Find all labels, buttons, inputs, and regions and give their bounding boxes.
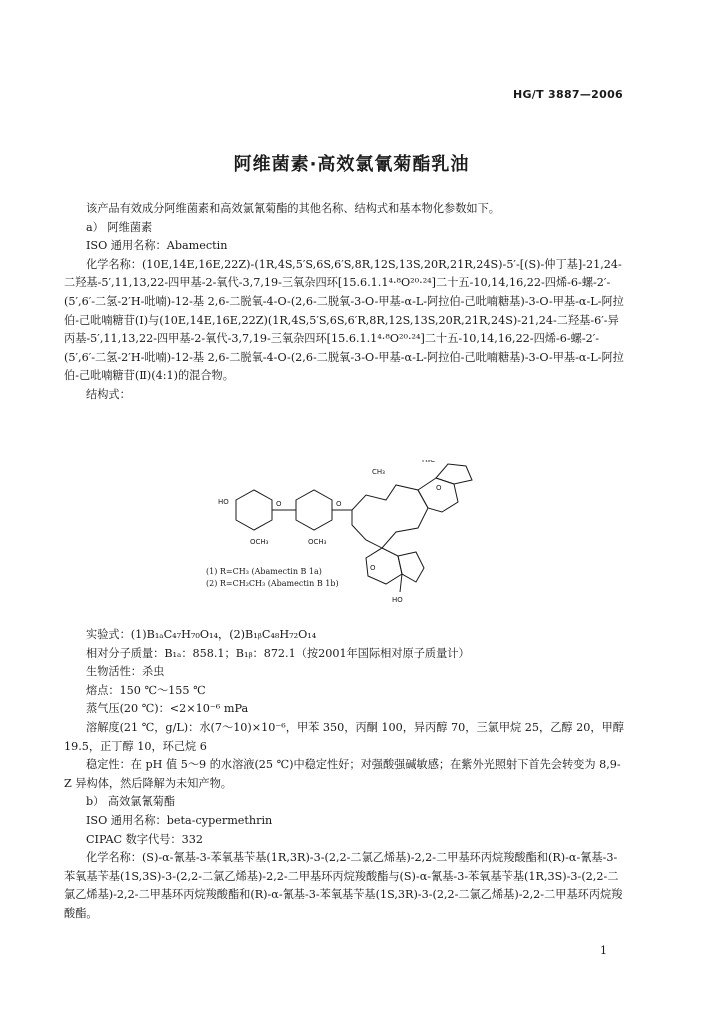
- vapor-pressure: 蒸气压(20 ℃)：<2×10⁻⁶ mPa: [86, 702, 249, 716]
- standard-code: HG/T 3887—2006: [512, 88, 623, 101]
- spiro-ring-2: [436, 464, 472, 484]
- section-b-heading: b） 高效氯氰菊酯: [86, 795, 176, 809]
- structure-captions: [206, 566, 506, 590]
- svg-text:O: O: [436, 484, 442, 492]
- page-title: 阿维菌素·高效氯氰菊酯乳油: [233, 154, 470, 175]
- molecular-weight: 相对分子质量：B₁ₐ：858.1；B₁ᵦ：872.1（按2001年国际相对原子质量计）: [86, 646, 470, 660]
- intro-block: [64, 200, 624, 405]
- section-a-structure-label: 结构式：: [86, 387, 131, 401]
- intro-paragraph: 该产品有效成分阿维菌素和高效氯氰菊酯的其他名称、结构式和基本物化参数如下。: [86, 202, 500, 215]
- melting-point: 熔点：150 ℃～155 ℃: [86, 683, 206, 697]
- section-a-iso-name: ISO 通用名称：Abamectin: [86, 239, 228, 253]
- formula: 实验式：(1)B₁ₐC₄₇H₇₀O₁₄，(2)B₁ᵦC₄₈H₇₂O₁₄: [86, 628, 317, 641]
- properties-block: [64, 626, 624, 924]
- svg-text:O: O: [370, 564, 376, 572]
- svg-text:O: O: [336, 500, 342, 508]
- section-b-cipac: CIPAC 数字代号：332: [86, 832, 203, 846]
- svg-text:OCH₃: OCH₃: [308, 538, 327, 546]
- sugar-ring-1: [236, 490, 272, 530]
- stability: 稳定性：在 pH 值 5～9 的水溶液(25 ℃)中稳定性好；对强酸强碱敏感；在紫外光照射下首先会转变为 8,9-Z 异构体，然后降解为未知产物。: [64, 758, 621, 790]
- structure-caption-2: (2) R=CH₂CH₃ (Abamectin B 1b): [206, 579, 339, 588]
- svg-text:CH₃: CH₃: [372, 468, 385, 476]
- svg-text:O: O: [276, 500, 282, 508]
- macrocycle: [352, 485, 428, 548]
- sugar-ring-2: [296, 490, 332, 530]
- svg-text:OCH₃: OCH₃: [250, 538, 269, 546]
- svg-text:HO: HO: [392, 596, 403, 604]
- section-b-iso-name: ISO 通用名称：beta-cypermethrin: [86, 813, 273, 827]
- bioactivity: 生物活性：杀虫: [86, 665, 165, 679]
- section-a-heading: a） 阿维菌素: [86, 220, 153, 234]
- svg-text:HO: HO: [218, 498, 229, 506]
- section-b-chemical-name: 化学名称：(S)-α-氰基-3-苯氧基苄基(1R,3R)-3-(2,2-二氯乙烯基)-2,2-二甲基环丙烷羧酸酯和(R)-α-氰基-3-苯氧基苄基(1S,3S)-3-(2,2-二氯乙烯基)-2,2-二甲基环丙烷羧酸酯与(S)-α-氰基-3-苯氧基苄基(1R,3S)-3-(2,2-二氯乙烯基)-2,2-二甲基环丙烷羧酸酯和(R)-α-氰基-3-苯氧基苄基(1S,3R)-3-(2,2-二氯乙烯基)-2,2-二甲基环丙烷羧酸酯。: [64, 851, 623, 920]
- structure-caption-1: (1) R=CH₃ (Abamectin B 1a): [206, 567, 322, 576]
- svg-text:H₃C: H₃C: [422, 460, 435, 464]
- section-a-chemical-name: 化学名称：(10E,14E,16E,22Z)-(1R,4S,5′S,6S,6′S,8R,12S,13S,20R,21R,24S)-5′-[(S)-仲丁基]-21,24-二羟基-5′,11,13,22-四甲基-2-氧代-3,7,19-三氧杂四环[15.6.1.1⁴·⁸O²⁰·²⁴]二十五-10,14,16,22-四烯-6-螺-2′-(5′,6′-二氢-2′H-吡喃)-12-基 2,6-二脱氧-4-O-(2,6-二脱氧-3-O-甲基-α-L-阿拉伯-己吡喃糖基)-3-O-甲基-α-L-阿拉伯-己吡喃糖苷(Ⅰ)与(10E,14E,16E,22Z)(1R,4S,5′S,6S,6′R,8R,12S,13S,20R,21R,24S)-21,24-二羟基-6′-异丙基-5′,11,13,22-四甲基-2-氧代-3,7,19-三氧杂四环[15.6.1.1⁴·⁸O²⁰·²⁴]二十五-10,14,16,22-四烯-6-螺-2′-(5′,6′-二氢-2′H-吡喃)-12-基 2,6-二脱氧-4-O-(2,6-二脱氧-3-O-甲基-α-L-阿拉伯-己吡喃糖基)-3-O-甲基-α-L-阿拉伯-己吡喃糖苷(Ⅱ)(4:1)的混合物。: [64, 257, 624, 383]
- page-number: 1: [600, 944, 607, 957]
- solubility: 溶解度(21 ℃，g/L)：水(7～10)×10⁻⁶，甲苯 350，丙酮 100，异丙醇 70，三氯甲烷 25，乙醇 20，甲醇 19.5，正丁醇 10，环己烷 6: [64, 720, 624, 753]
